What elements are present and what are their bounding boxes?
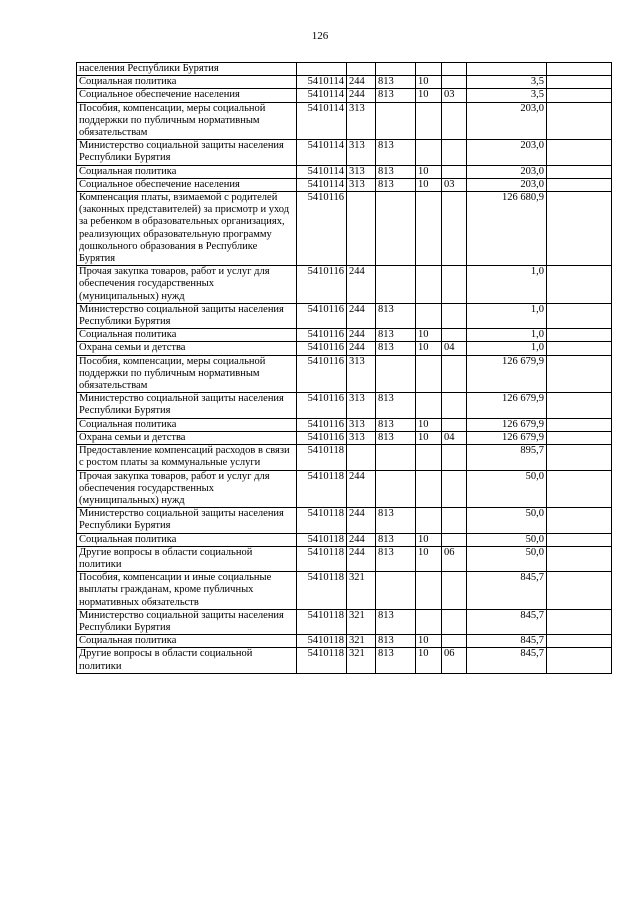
cell-subsection: 06 — [442, 546, 467, 571]
cell-expense-type: 321 — [347, 572, 376, 610]
cell-name: Другие вопросы в области социальной политики — [77, 546, 297, 571]
table-row — [77, 648, 612, 673]
cell-amount: 845,7 — [467, 572, 547, 610]
cell-subsection: 04 — [442, 431, 467, 444]
cell-section — [416, 572, 442, 610]
cell-expense-type — [347, 63, 376, 76]
table-row — [77, 192, 612, 266]
table-row — [77, 635, 612, 648]
cell-subsection: 06 — [442, 648, 467, 673]
cell-target-article: 5410114 — [297, 178, 347, 191]
cell-target-article: 5410118 — [297, 533, 347, 546]
cell-section — [416, 63, 442, 76]
table-row — [77, 533, 612, 546]
table-row — [77, 355, 612, 393]
cell-section: 10 — [416, 165, 442, 178]
cell-section — [416, 609, 442, 634]
table-row — [77, 102, 612, 140]
cell-extra — [547, 165, 612, 178]
cell-section — [416, 303, 442, 328]
cell-subsection — [442, 102, 467, 140]
cell-expense-type: 244 — [347, 533, 376, 546]
cell-name: Компенсация платы, взимаемой с родителей (законных представителей) за присмотр и уход за ребенком в образовательных организациях, реализующих образовательную программу дошкольного образования в Республике Бурятия — [77, 192, 297, 266]
cell-expense-type: 313 — [347, 355, 376, 393]
cell-target-article: 5410116 — [297, 192, 347, 266]
cell-ministry-code: 813 — [376, 178, 416, 191]
table-row — [77, 431, 612, 444]
cell-target-article: 5410118 — [297, 546, 347, 571]
cell-extra — [547, 303, 612, 328]
cell-subsection — [442, 329, 467, 342]
cell-ministry-code — [376, 470, 416, 508]
cell-ministry-code: 813 — [376, 546, 416, 571]
cell-ministry-code: 813 — [376, 393, 416, 418]
cell-expense-type: 321 — [347, 648, 376, 673]
cell-extra — [547, 329, 612, 342]
cell-target-article: 5410118 — [297, 609, 347, 634]
cell-name: Министерство социальной защиты населения Республики Бурятия — [77, 140, 297, 165]
cell-section — [416, 102, 442, 140]
cell-name: Прочая закупка товаров, работ и услуг для обеспечения государственных (муниципальных) нужд — [77, 470, 297, 508]
cell-ministry-code — [376, 102, 416, 140]
cell-section: 10 — [416, 178, 442, 191]
cell-extra — [547, 355, 612, 393]
cell-amount: 203,0 — [467, 140, 547, 165]
cell-section — [416, 266, 442, 304]
cell-name: Министерство социальной защиты населения Республики Бурятия — [77, 609, 297, 634]
cell-subsection — [442, 303, 467, 328]
cell-ministry-code: 813 — [376, 76, 416, 89]
cell-extra — [547, 431, 612, 444]
table-row — [77, 89, 612, 102]
cell-extra — [547, 648, 612, 673]
cell-amount: 126 679,9 — [467, 431, 547, 444]
cell-name: Социальная политика — [77, 635, 297, 648]
cell-amount — [467, 63, 547, 76]
cell-subsection — [442, 192, 467, 266]
cell-section: 10 — [416, 76, 442, 89]
cell-name: Министерство социальной защиты населения Республики Бурятия — [77, 303, 297, 328]
cell-section: 10 — [416, 533, 442, 546]
cell-subsection: 03 — [442, 89, 467, 102]
table-row — [77, 342, 612, 355]
budget-table — [76, 62, 612, 674]
cell-ministry-code: 813 — [376, 431, 416, 444]
cell-target-article: 5410116 — [297, 329, 347, 342]
cell-extra — [547, 635, 612, 648]
table-row — [77, 63, 612, 76]
cell-target-article — [297, 63, 347, 76]
cell-subsection — [442, 635, 467, 648]
cell-target-article: 5410116 — [297, 342, 347, 355]
cell-subsection — [442, 63, 467, 76]
cell-amount: 1,0 — [467, 329, 547, 342]
cell-expense-type: 321 — [347, 635, 376, 648]
cell-amount: 50,0 — [467, 508, 547, 533]
cell-expense-type: 313 — [347, 178, 376, 191]
cell-subsection — [442, 533, 467, 546]
cell-name: Социальное обеспечение населения — [77, 178, 297, 191]
cell-extra — [547, 89, 612, 102]
table-row — [77, 178, 612, 191]
cell-name: Социальное обеспечение населения — [77, 89, 297, 102]
cell-extra — [547, 63, 612, 76]
cell-target-article: 5410116 — [297, 303, 347, 328]
cell-subsection — [442, 266, 467, 304]
cell-amount: 1,0 — [467, 303, 547, 328]
cell-subsection: 04 — [442, 342, 467, 355]
table-row — [77, 329, 612, 342]
cell-amount: 126 679,9 — [467, 418, 547, 431]
cell-name: Социальная политика — [77, 329, 297, 342]
cell-extra — [547, 178, 612, 191]
cell-name: населения Республики Бурятия — [77, 63, 297, 76]
cell-expense-type: 244 — [347, 342, 376, 355]
cell-extra — [547, 572, 612, 610]
cell-section: 10 — [416, 648, 442, 673]
cell-expense-type: 313 — [347, 102, 376, 140]
cell-ministry-code: 813 — [376, 89, 416, 102]
cell-ministry-code: 813 — [376, 533, 416, 546]
cell-subsection: 03 — [442, 178, 467, 191]
table-row — [77, 76, 612, 89]
cell-amount: 126 680,9 — [467, 192, 547, 266]
cell-extra — [547, 266, 612, 304]
cell-target-article: 5410118 — [297, 470, 347, 508]
cell-amount: 845,7 — [467, 609, 547, 634]
cell-section — [416, 470, 442, 508]
cell-subsection — [442, 140, 467, 165]
cell-section — [416, 355, 442, 393]
cell-amount: 203,0 — [467, 178, 547, 191]
cell-name: Министерство социальной защиты населения Республики Бурятия — [77, 508, 297, 533]
cell-expense-type: 313 — [347, 431, 376, 444]
table-row — [77, 609, 612, 634]
cell-expense-type: 313 — [347, 393, 376, 418]
cell-subsection — [442, 165, 467, 178]
cell-ministry-code: 813 — [376, 648, 416, 673]
cell-target-article: 5410114 — [297, 102, 347, 140]
cell-amount: 845,7 — [467, 635, 547, 648]
cell-extra — [547, 445, 612, 470]
cell-expense-type: 244 — [347, 508, 376, 533]
cell-subsection — [442, 76, 467, 89]
cell-expense-type: 313 — [347, 165, 376, 178]
cell-ministry-code — [376, 63, 416, 76]
cell-expense-type: 244 — [347, 303, 376, 328]
cell-name: Социальная политика — [77, 165, 297, 178]
cell-amount: 50,0 — [467, 546, 547, 571]
page-number: 126 — [311, 30, 329, 42]
cell-extra — [547, 418, 612, 431]
cell-ministry-code: 813 — [376, 140, 416, 165]
cell-extra — [547, 342, 612, 355]
cell-name: Предоставление компенсаций расходов в связи с ростом платы за коммунальные услуги — [77, 445, 297, 470]
cell-name: Министерство социальной защиты населения Республики Бурятия — [77, 393, 297, 418]
cell-amount: 50,0 — [467, 533, 547, 546]
cell-section — [416, 445, 442, 470]
cell-extra — [547, 393, 612, 418]
cell-section: 10 — [416, 546, 442, 571]
cell-expense-type: 313 — [347, 140, 376, 165]
cell-target-article: 5410118 — [297, 635, 347, 648]
cell-amount: 203,0 — [467, 102, 547, 140]
cell-extra — [547, 470, 612, 508]
cell-subsection — [442, 418, 467, 431]
cell-extra — [547, 76, 612, 89]
cell-expense-type: 244 — [347, 329, 376, 342]
cell-subsection — [442, 355, 467, 393]
cell-expense-type: 244 — [347, 470, 376, 508]
cell-name: Прочая закупка товаров, работ и услуг для обеспечения государственных (муниципальных) нужд — [77, 266, 297, 304]
cell-section: 10 — [416, 342, 442, 355]
cell-target-article: 5410116 — [297, 266, 347, 304]
cell-subsection — [442, 609, 467, 634]
cell-ministry-code: 813 — [376, 329, 416, 342]
cell-amount: 126 679,9 — [467, 393, 547, 418]
cell-name: Охрана семьи и детства — [77, 431, 297, 444]
cell-amount: 1,0 — [467, 266, 547, 304]
cell-expense-type — [347, 445, 376, 470]
table-row — [77, 393, 612, 418]
table-row — [77, 546, 612, 571]
cell-section: 10 — [416, 418, 442, 431]
table-row — [77, 140, 612, 165]
cell-target-article: 5410114 — [297, 140, 347, 165]
table-row — [77, 266, 612, 304]
cell-section: 10 — [416, 89, 442, 102]
cell-ministry-code — [376, 192, 416, 266]
cell-name: Социальная политика — [77, 533, 297, 546]
cell-ministry-code — [376, 445, 416, 470]
cell-ministry-code: 813 — [376, 609, 416, 634]
cell-target-article: 5410114 — [297, 89, 347, 102]
cell-subsection — [442, 393, 467, 418]
cell-expense-type — [347, 192, 376, 266]
cell-section: 10 — [416, 431, 442, 444]
cell-section: 10 — [416, 635, 442, 648]
cell-target-article: 5410116 — [297, 393, 347, 418]
cell-subsection — [442, 572, 467, 610]
cell-target-article: 5410114 — [297, 76, 347, 89]
cell-ministry-code — [376, 355, 416, 393]
table-row — [77, 508, 612, 533]
cell-extra — [547, 546, 612, 571]
cell-ministry-code: 813 — [376, 508, 416, 533]
table-row — [77, 470, 612, 508]
cell-expense-type: 321 — [347, 609, 376, 634]
cell-amount: 895,7 — [467, 445, 547, 470]
cell-expense-type: 244 — [347, 266, 376, 304]
cell-name: Пособия, компенсации, меры социальной поддержки по публичным нормативным обязательствам — [77, 355, 297, 393]
cell-amount: 203,0 — [467, 165, 547, 178]
cell-name: Социальная политика — [77, 76, 297, 89]
cell-extra — [547, 102, 612, 140]
cell-section: 10 — [416, 329, 442, 342]
cell-target-article: 5410118 — [297, 648, 347, 673]
cell-name: Социальная политика — [77, 418, 297, 431]
table-body — [77, 63, 612, 674]
cell-subsection — [442, 508, 467, 533]
cell-amount: 3,5 — [467, 76, 547, 89]
cell-subsection — [442, 445, 467, 470]
cell-section — [416, 192, 442, 266]
cell-extra — [547, 609, 612, 634]
cell-target-article: 5410116 — [297, 355, 347, 393]
cell-ministry-code: 813 — [376, 635, 416, 648]
cell-name: Охрана семьи и детства — [77, 342, 297, 355]
cell-section — [416, 140, 442, 165]
cell-ministry-code — [376, 572, 416, 610]
cell-extra — [547, 508, 612, 533]
cell-expense-type: 244 — [347, 76, 376, 89]
table-row — [77, 572, 612, 610]
cell-section — [416, 508, 442, 533]
cell-target-article: 5410118 — [297, 445, 347, 470]
cell-amount: 845,7 — [467, 648, 547, 673]
cell-target-article: 5410116 — [297, 431, 347, 444]
cell-name: Пособия, компенсации и иные социальные выплаты гражданам, кроме публичных нормативных обязательств — [77, 572, 297, 610]
cell-ministry-code: 813 — [376, 342, 416, 355]
cell-name: Другие вопросы в области социальной политики — [77, 648, 297, 673]
table-row — [77, 445, 612, 470]
cell-expense-type: 244 — [347, 546, 376, 571]
cell-ministry-code: 813 — [376, 418, 416, 431]
cell-name: Пособия, компенсации, меры социальной поддержки по публичным нормативным обязательствам — [77, 102, 297, 140]
cell-amount: 50,0 — [467, 470, 547, 508]
cell-amount: 126 679,9 — [467, 355, 547, 393]
cell-extra — [547, 192, 612, 266]
cell-extra — [547, 140, 612, 165]
cell-ministry-code — [376, 266, 416, 304]
table-row — [77, 418, 612, 431]
cell-target-article: 5410114 — [297, 165, 347, 178]
table-row — [77, 165, 612, 178]
cell-amount: 3,5 — [467, 89, 547, 102]
cell-expense-type: 244 — [347, 89, 376, 102]
cell-ministry-code: 813 — [376, 303, 416, 328]
cell-subsection — [442, 470, 467, 508]
cell-target-article: 5410118 — [297, 508, 347, 533]
cell-ministry-code: 813 — [376, 165, 416, 178]
cell-extra — [547, 533, 612, 546]
cell-section — [416, 393, 442, 418]
cell-amount: 1,0 — [467, 342, 547, 355]
table-row — [77, 303, 612, 328]
cell-target-article: 5410118 — [297, 572, 347, 610]
cell-expense-type: 313 — [347, 418, 376, 431]
cell-target-article: 5410116 — [297, 418, 347, 431]
